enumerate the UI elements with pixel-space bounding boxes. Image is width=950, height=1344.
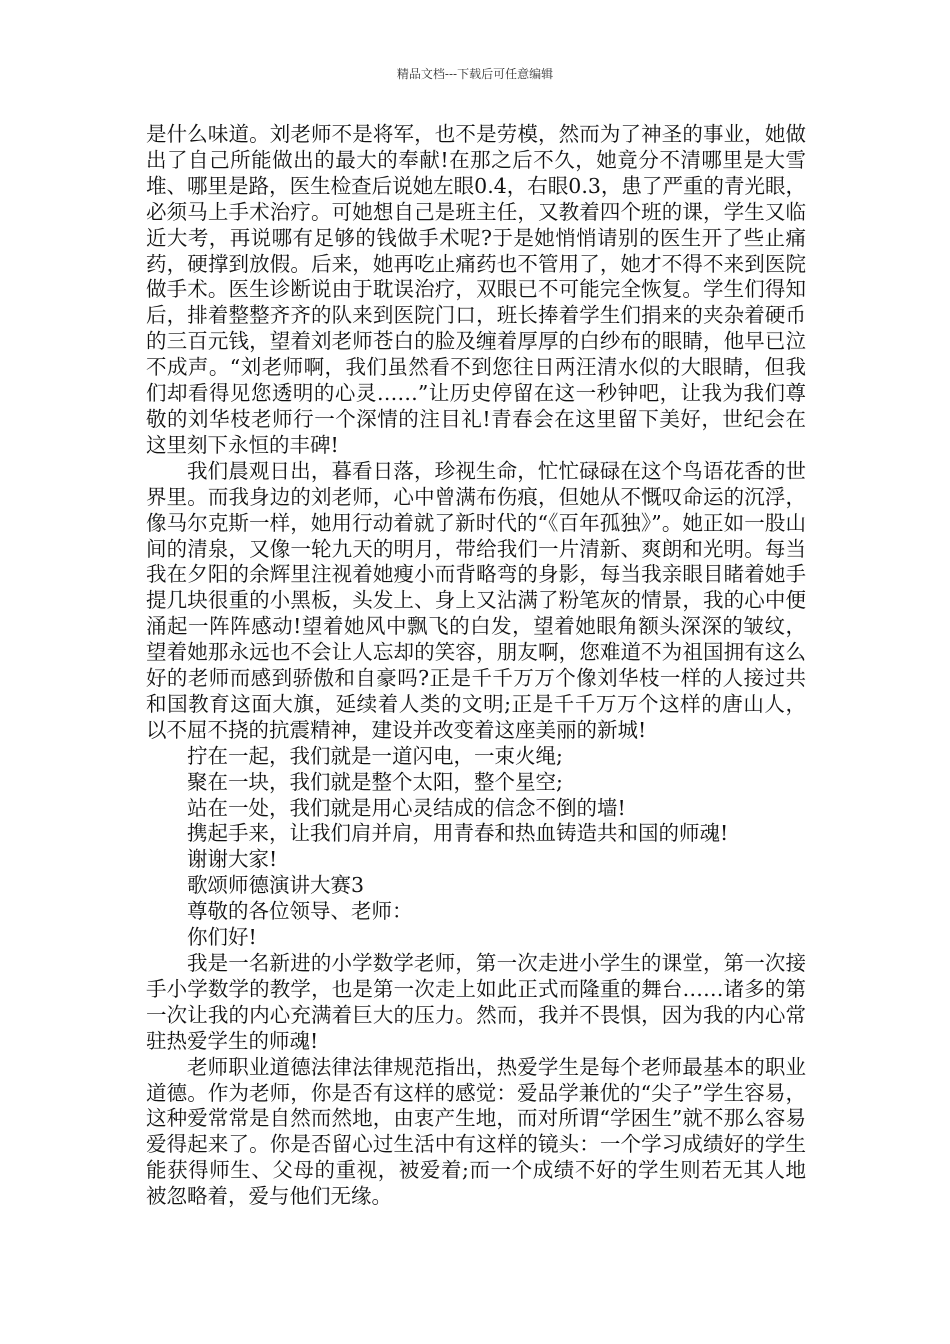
poem-line: 聚在一块，我们就是整个太阳，整个星空; [187,769,563,794]
paragraph: 是什么味道。刘老师不是将军，也不是劳模，然而为了神圣的事业，她做出了自己所能做出的最大的奉献!在那之后不久，她竟分不清哪里是大雪堆、哪里是路，医生检查后说她左眼0.4，右眼0.3，患了严重的青光眼，必须马上手术治疗。可她想自己是班主任，又教着四个班的课，学生又临近大考，再说哪有足够的钱做手术呢?于是她悄悄请别的医生开了些止痛药，硬撑到放假。后来，她再吃止痛药也不管用了，她才不得不来到医院做手术。医生诊断说由于耽误治疗，双眼已不可能完全恢复。学生们得知后，排着整整齐齐的队来到医院门口，班长捧着学生们捐来的夹杂着硬币的三百元钱，望着刘老师苍白的脸及缠着厚厚的白纱布的眼睛，他早已泣不成声。“刘老师啊，我们虽然看不到您往日两汪清水似的大眼睛，但我们却看得见您透明的心灵……”让历史停留在这一秒钟吧，让我为我们尊敬的刘华枝老师行一个深情的注目礼!青春会在这里留下美好，世纪会在这里刻下永恒的丰碑! [146,122,806,457]
paragraph: 我们晨观日出，暮看日落，珍视生命，忙忙碌碌在这个鸟语花香的世界里。而我身边的刘老师，心中曾满布伤痕，但她从不慨叹命运的沉浮，像马尔克斯一样，她用行动着就了新时代的“《百年孤独》”。她正如一股山间的清泉，又像一轮九天的明月，带给我们一片清新、爽朗和光明。每当我在夕阳的余辉里注视着她瘦小而背略弯的身影，每当我亲眼目睹着她手提几块很重的小黑板，头发上、身上又沾满了粉笔灰的情景，我的心中便涌起一阵阵感动!望着她风中飘飞的白发，望着她眼角额头深深的皱纹，望着她那永远也不会让人忘却的笑容，朋友啊，您难道不为祖国拥有这么好的老师而感到骄傲和自豪吗?正是千千万万个像刘华枝一样的人接过共和国教育这面大旗，延续着人类的文明;正是千千万万个这样的唐山人，以不屈不挠的抗震精神，建设并改变着这座美丽的新城! [146,458,806,742]
paragraph: 老师职业道德法律法律规范指出，热爱学生是每个老师最基本的职业道德。作为老师，你是否有这样的感觉：爱品学兼优的“尖子”学生容易，这种爱常常是自然而然地，由衷产生地，而对所谓“学困生”就不那么容易爱得起来了。你是否留心过生活中有这样的镜头：一个学习成绩好的学生能获得师生、父母的重视，被爱着;而一个成绩不好的学生则若无其人地被忽略着，爱与他们无缘。 [146,1054,806,1209]
poem-line: 站在一处，我们就是用心灵结成的信念不倒的墙! [187,795,626,820]
poem-line: 拧在一起，我们就是一道闪电，一束火绳; [187,743,563,768]
poem-line: 携起手来，让我们肩并肩，用青春和热血铸造共和国的师魂! [187,821,729,846]
document-body [146,122,806,1210]
closing-line: 谢谢大家! [187,847,278,872]
greeting: 你们好! [187,925,257,950]
paragraph: 我是一名新进的小学数学老师，第一次走进小学生的课堂，第一次接手小学数学的教学，也是第一次走上如此正式而隆重的舞台……诸多的第一次让我的内心充满着巨大的压力。然而，我并不畏惧，因为我的内心常驻热爱学生的师魂! [146,951,806,1053]
page-header: 精品文档---下载后可任意编辑 [396,67,554,81]
salutation: 尊敬的各位领导、老师： [187,899,413,924]
section-title: 歌颂师德演讲大赛3 [187,873,365,898]
